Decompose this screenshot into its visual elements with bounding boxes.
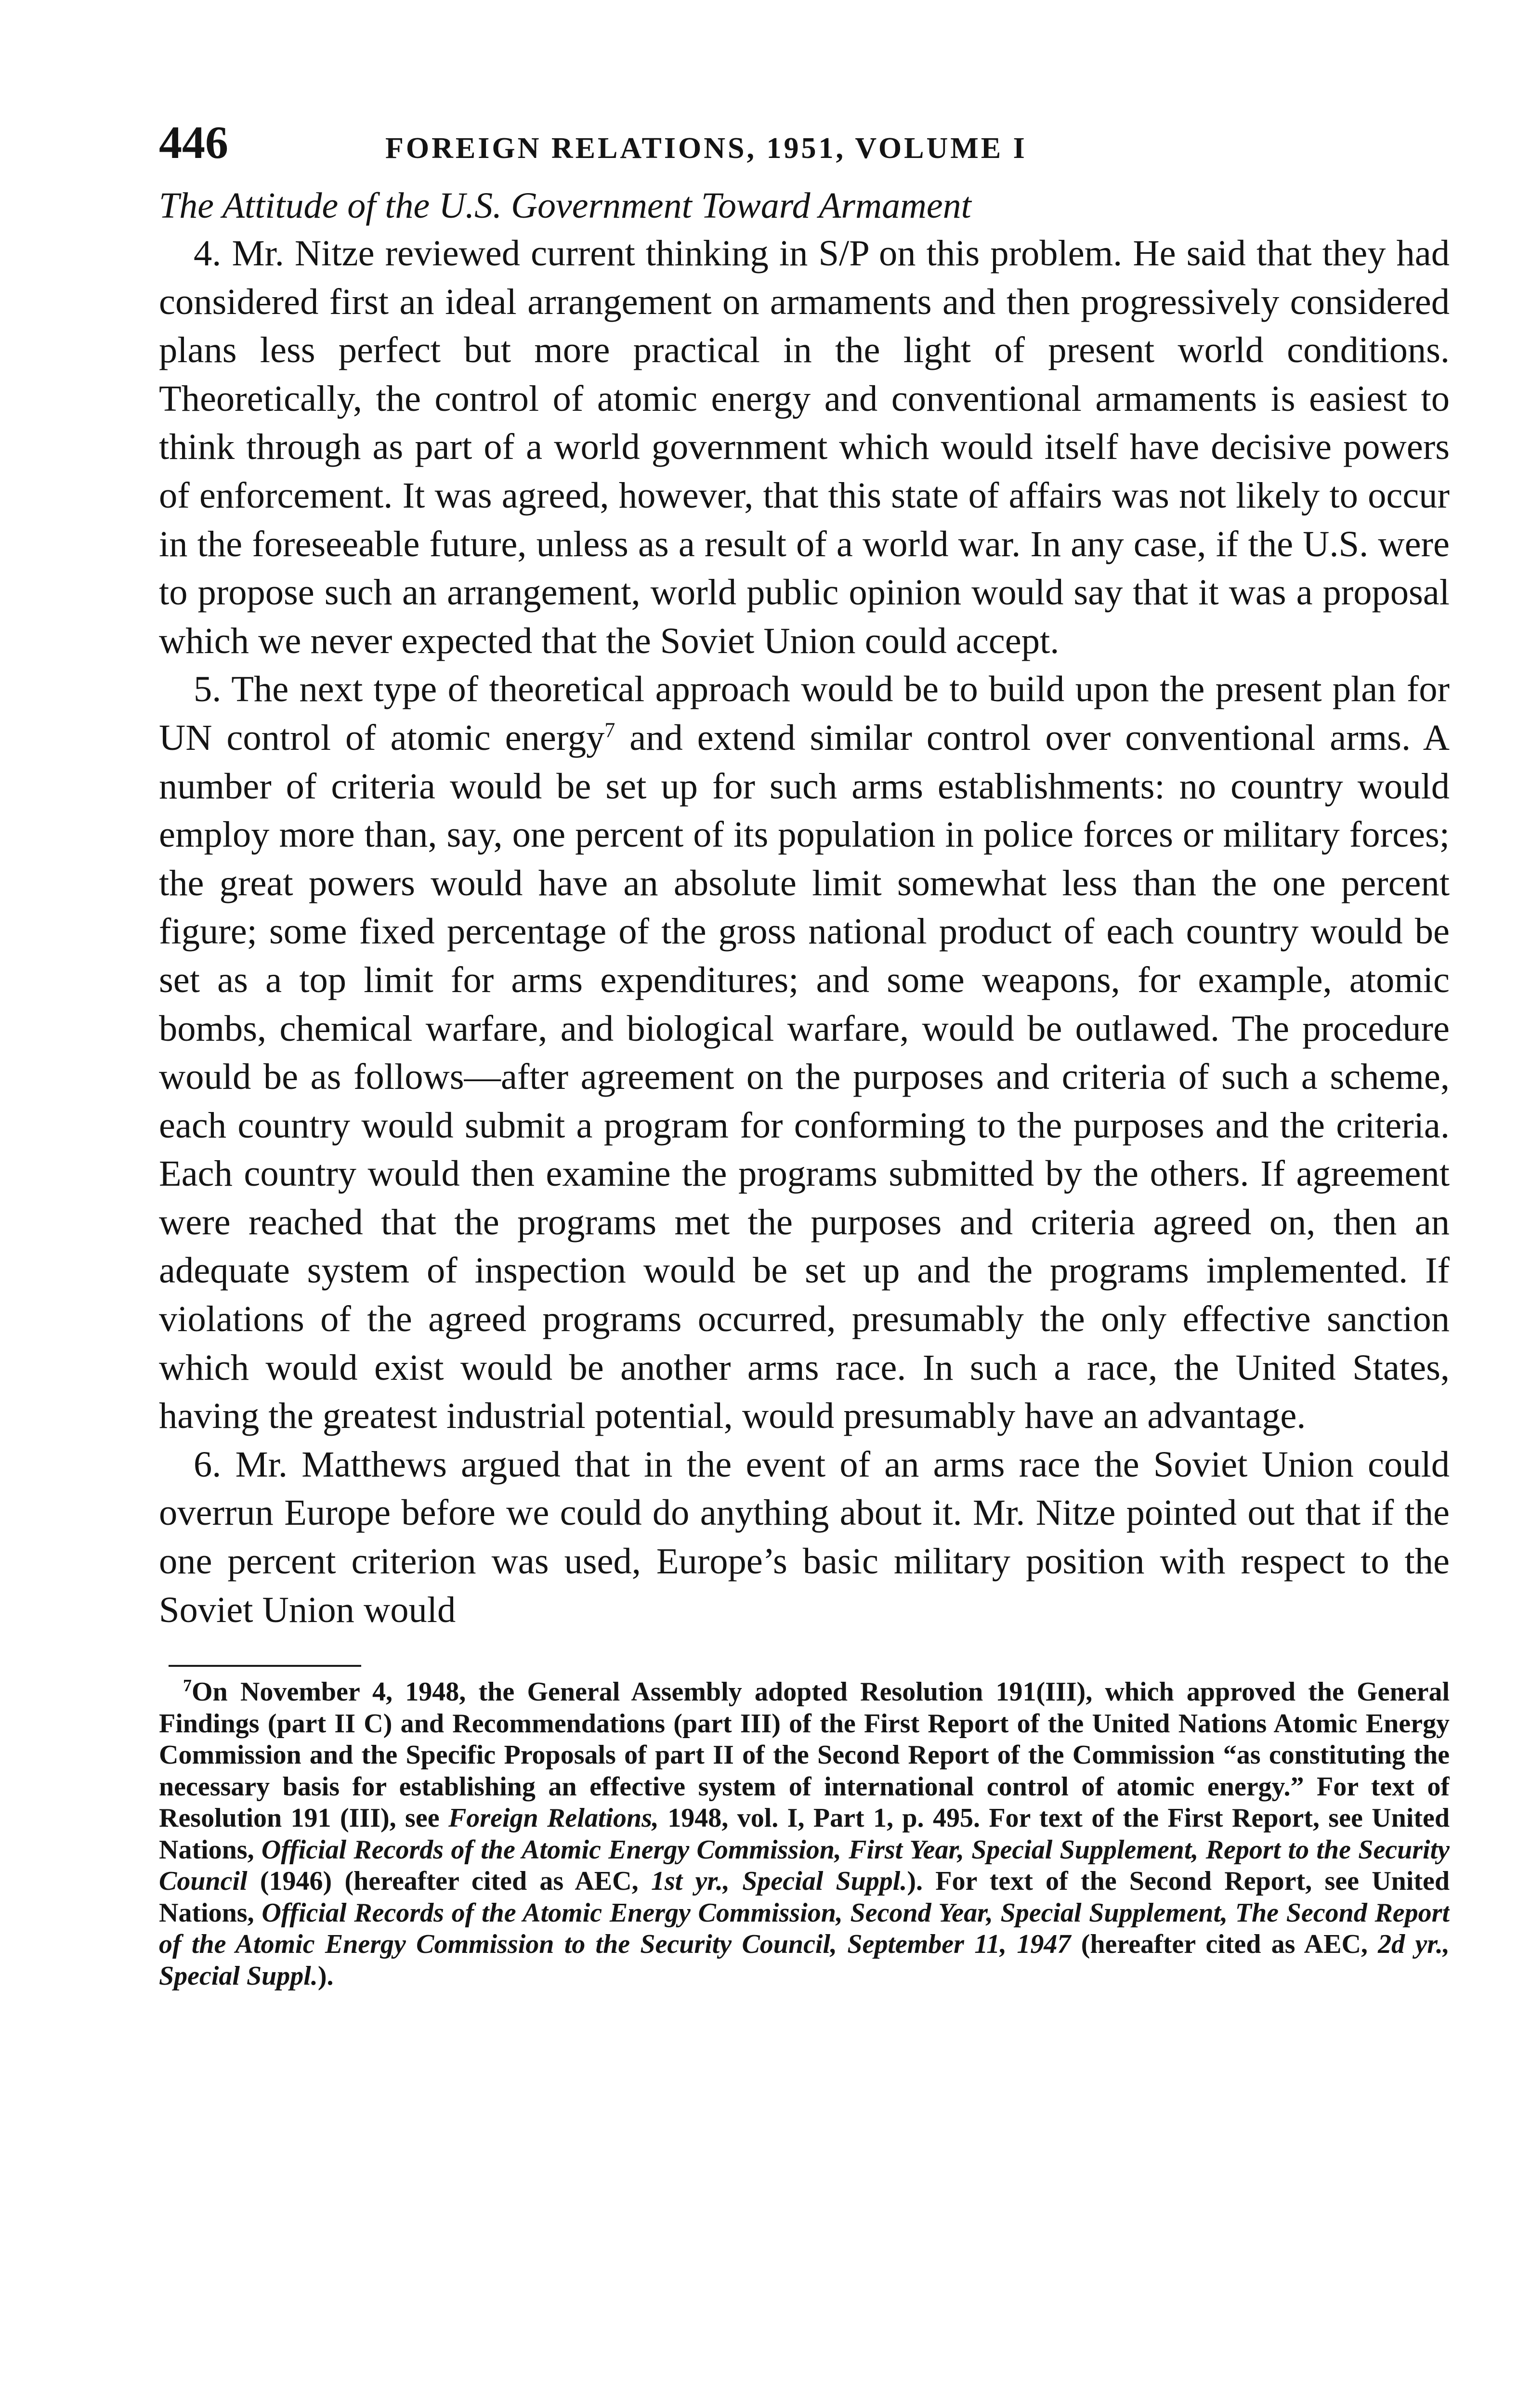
document-page — [159, 116, 1450, 2408]
footnote-divider — [169, 1665, 361, 1667]
footnote-italic-1: Foreign Relations, — [448, 1803, 659, 1833]
footnote-reference: 7 — [604, 718, 615, 742]
paragraph-5 — [159, 665, 1450, 1440]
footnote-italic-5: 2d yr., Special Suppl. — [159, 1929, 1450, 1991]
footnote-text-3: (1946) (hereafter cited as AEC, — [247, 1866, 651, 1897]
running-head — [159, 116, 1450, 173]
footnote-italic-4: Official Records of the Atomic Energy Commission, Second Year, Special Supplement, The Second Report of the Atomic Energy Commission to the Security Council, September 11, 1947 — [159, 1898, 1450, 1960]
paragraph-5-text-b: and extend similar control over conventional arms. A number of criteria would be set up for such arms establishments: no country would employ more than, say, one percent of its population in police forces or military forces; the great powers would have an absolute limit somewhat less than the one percent figure; some fixed percentage of the gross national product of each country would be set as a top limit for arms expenditures; and some weapons, for example, atomic bombs, chemical warfare, and biological warfare, would be outlawed. The procedure would be as follows—after agreement on the purposes and criteria of such a scheme, each country would submit a program for conforming to the purposes and the criteria. Each country would then examine the programs submitted by the others. If agreement were reached that the programs met the purposes and criteria agreed on, then an adequate system of inspection would be set up and the programs implemented. If violations of the agreed programs occurred, presumably the only effective sanction which would exist would be another arms race. In such a race, the United States, having the greatest industrial potential, would presumably have an advantage. — [159, 717, 1450, 1437]
footnote-text-1: On November 4, 1948, the General Assembly adopted Resolution 191(III), which approved the General Findings (part II C) and Recommendations (part III) of the First Report of the United Nations Atomic Energy Commission and the Specific Proposals of part II of the Second Report of the Commission “as constituting the necessary basis for establishing an effective system of international control of atomic energy.” For text of Resolution 191 (III), see — [159, 1677, 1450, 1833]
page-number: 446 — [159, 117, 228, 168]
footnote-text-5: (hereafter cited as AEC, — [1071, 1929, 1378, 1960]
footnote-italic-2: Official Records of the Atomic Energy Commission, First Year, Special Supplement, Report to the Security Council — [159, 1834, 1450, 1897]
paragraph-5-text-a: 5. The next type of theoretical approach would be to build upon the present plan for UN control of atomic energy — [159, 668, 1450, 758]
footnote-mark: 7 — [183, 1675, 192, 1695]
footnote-italic-3: 1st yr., Special Suppl. — [651, 1866, 907, 1897]
running-title: FOREIGN RELATIONS, 1951, VOLUME I — [385, 132, 1027, 165]
footnote-text-6: ). — [317, 1961, 334, 1991]
footnote-text-4: ). For text of the Second Report, see United Nations, — [159, 1866, 1450, 1928]
paragraph-6: 6. Mr. Matthews argued that in the event of an arms race the Soviet Union could overrun Europe before we could do anything about it. Mr. Nitze pointed out that if the one percent criterion was used, Europe’s basic military position with respect to the Soviet Union would — [159, 1443, 1450, 1630]
section-title: The Attitude of the U.S. Government Toward Armament — [159, 185, 971, 226]
footnote-7 — [159, 1676, 1450, 1992]
paragraph-4: 4. Mr. Nitze reviewed current thinking in S/P on this problem. He said that they had considered first an ideal arrangement on armaments and then progressively considered plans less perfect but more practical in the light of present world conditions. Theoretically, the control of atomic energy and conventional armaments is easiest to think through as part of a world government which would itself have decisive powers of enforcement. It was agreed, however, that this state of affairs was not likely to occur in the foreseeable future, unless as a result of a world war. In any case, if the U.S. were to propose such an arrangement, world public opinion would say that it was a proposal which we never expected that the Soviet Union could accept. — [159, 233, 1450, 661]
footnote-text-2: 1948, vol. I, Part 1, p. 495. For text of the First Report, see United Nations, — [159, 1803, 1450, 1865]
